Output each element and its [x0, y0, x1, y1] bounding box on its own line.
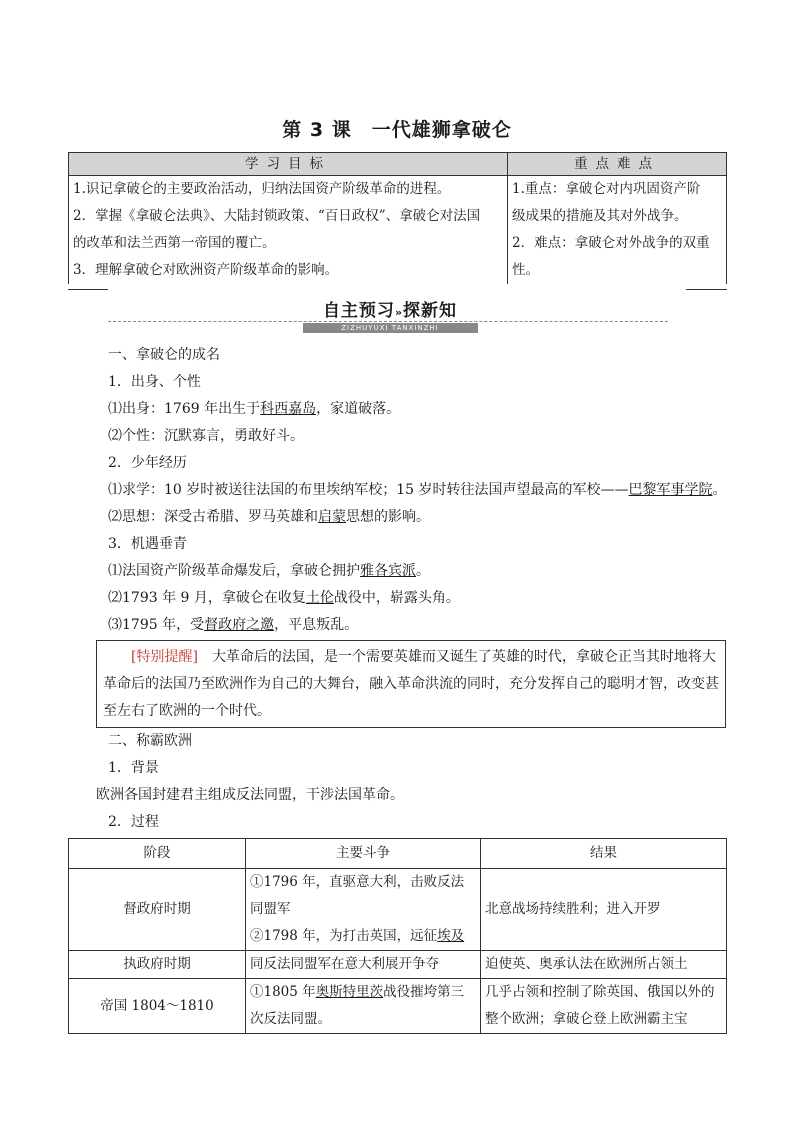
result-cell: 几乎占领和控制了除英国、俄国以外的整个欧洲；拿破仑登上欧洲霸主宝 — [481, 979, 727, 1034]
text-line: ⑶1795 年，受督政府之邀，平息叛乱。 — [108, 617, 359, 633]
table-row — [69, 979, 727, 1034]
key-point-line: 级成果的措施及其对外战争。 — [512, 208, 688, 224]
result-cell: 北意战场持续胜利；进入开罗 — [481, 869, 727, 951]
table-row — [69, 951, 727, 979]
text-line: ⑴法国资产阶级革命爆发后，拿破仑拥护雅各宾派。 — [108, 563, 430, 579]
objectives-table — [68, 152, 727, 284]
col-header: 结果 — [481, 839, 727, 869]
arrow-icon: » — [394, 306, 404, 319]
table-row — [69, 869, 727, 951]
text-line: ⑵个性：沉默寡言，勇敢好斗。 — [108, 428, 304, 444]
stage-cell: 执政府时期 — [69, 951, 246, 979]
subheading: 2．少年经历 — [108, 455, 187, 471]
subheading: 2．过程 — [108, 814, 159, 830]
fight-cell: 同反法同盟军在意大利展开争夺 — [246, 951, 481, 979]
banner-subtitle: ZIZHUYUXI TANXINZHI — [303, 323, 478, 333]
text-line: ⑴出身：1769 年出生于科西嘉岛，家道破落。 — [108, 401, 401, 417]
subheading: 1．出身、个性 — [108, 374, 201, 390]
banner-title: 自主预习»探新知 — [322, 301, 458, 321]
objective-line: 1.识记拿破仑的主要政治活动，归纳法国资产阶级革命的进程。 — [73, 181, 451, 197]
table-corner-left — [68, 289, 108, 290]
text-line: ⑵1793 年 9 月，拿破仑在收复土伦战役中，崭露头角。 — [108, 590, 460, 606]
text-line: ⑵思想：深受古希腊、罗马英雄和启蒙思想的影响。 — [108, 509, 430, 525]
key-point-line: 2．难点：拿破仑对外战争的双重 — [512, 235, 710, 251]
col-header: 阶段 — [69, 839, 246, 869]
page-title: 第 3 课 一代雄狮拿破仑 — [282, 119, 512, 141]
objective-line: 3．理解拿破仑对欧洲资产阶级革命的影响。 — [73, 262, 339, 278]
result-cell: 迫使英、奥承认法在欧洲所占领土 — [481, 951, 727, 979]
subheading: 3．机遇垂青 — [108, 536, 187, 552]
key-point-line: 性。 — [512, 262, 539, 278]
fight-cell: ①1805 年奥斯特里茨战役摧垮第三次反法同盟。 — [246, 979, 481, 1034]
objective-line: 的改革和法兰西第一帝国的覆亡。 — [73, 235, 276, 251]
subheading: 1．背景 — [108, 760, 159, 776]
process-table — [68, 838, 727, 1034]
table-corner-right — [686, 289, 727, 290]
text-line: 欧洲各国封建君主组成反法同盟，干涉法国革命。 — [96, 787, 404, 803]
section-heading: 二、称霸欧洲 — [108, 733, 192, 749]
note-tag: [特别提醒] — [131, 649, 198, 665]
note-text: [特别提醒] 大革命后的法国，是一个需要英雄而又诞生了英雄的时代，拿破仑正当其时地将大革命后的法国乃至欧洲作为自己的大舞台，融入革命洪流的同时，充分发挥自己的聪明才智，改变甚至左右了欧洲的一个时代。 — [103, 649, 719, 719]
fight-cell: ①1796 年，直驱意大利，击败反法同盟军 ②1798 年，为打击英国，远征埃及 — [246, 869, 481, 951]
special-note-box — [96, 640, 726, 728]
key-points-header: 重点难点 — [508, 153, 727, 176]
text-line: ⑴求学：10 岁时被送往法国的布里埃纳军校；15 岁时转往法国声望最高的军校——巴黎军事学院。 — [108, 482, 727, 498]
col-header: 主要斗争 — [246, 839, 481, 869]
objectives-header: 学习目标 — [69, 153, 508, 176]
stage-cell: 督政府时期 — [69, 869, 246, 951]
objective-line: 2．掌握《拿破仑法典》、大陆封锁政策、“百日政权”、拿破仑对法国 — [73, 208, 481, 224]
stage-cell: 帝国 1804～1810 — [69, 979, 246, 1034]
key-points-cell — [508, 176, 727, 285]
objectives-cell — [69, 176, 508, 285]
section-banner — [300, 296, 480, 333]
key-point-line: 1.重点：拿破仑对内巩固资产阶 — [512, 181, 701, 197]
section-heading: 一、拿破仑的成名 — [108, 347, 220, 363]
